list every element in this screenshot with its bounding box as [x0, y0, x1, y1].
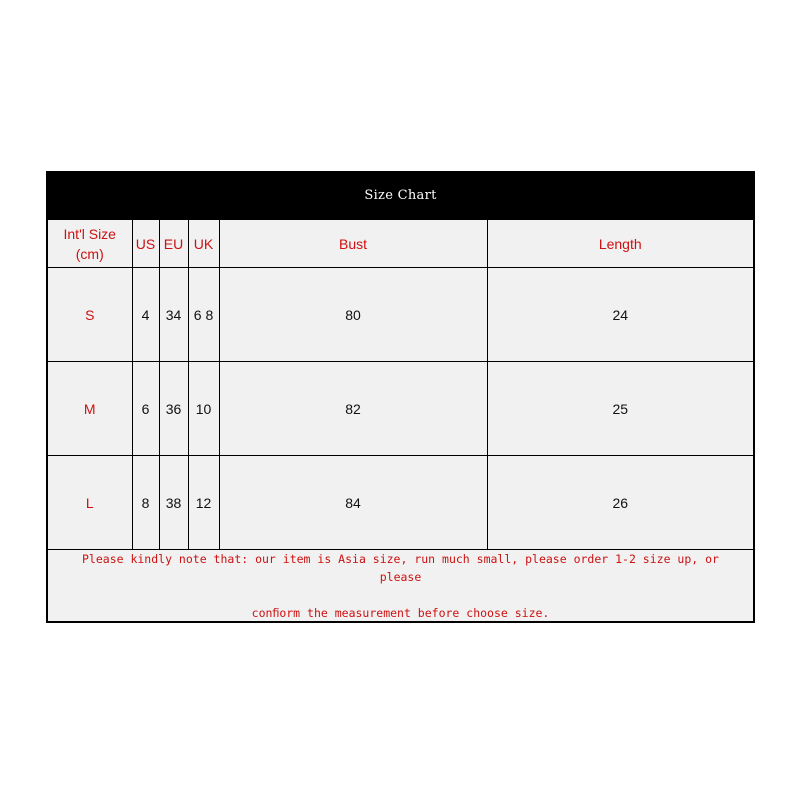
- header-intl-size: [48, 220, 132, 268]
- us-cell: 4: [132, 268, 159, 362]
- size-note: [48, 550, 753, 623]
- bust-cell: 84: [219, 456, 487, 550]
- header-eu: EU: [159, 220, 188, 268]
- size-cell: M: [48, 362, 132, 456]
- header-us: US: [132, 220, 159, 268]
- table-header-row: [48, 220, 753, 268]
- size-table: [48, 220, 753, 550]
- bust-cell: 80: [219, 268, 487, 362]
- size-note-line1: Please kindly note that: our item is Asia size, run much small, please order 1-2 size up, or please: [82, 551, 719, 584]
- size-chart-title: Size Chart: [48, 171, 753, 220]
- us-cell: 8: [132, 456, 159, 550]
- uk-cell: 12: [188, 456, 219, 550]
- us-cell: 6: [132, 362, 159, 456]
- header-uk: UK: [188, 220, 219, 268]
- size-cell: S: [48, 268, 132, 362]
- length-cell: 26: [487, 456, 753, 550]
- eu-cell: 38: [159, 456, 188, 550]
- bust-cell: 82: [219, 362, 487, 456]
- length-cell: 24: [487, 268, 753, 362]
- header-bust: Bust: [219, 220, 487, 268]
- uk-cell: 6 8: [188, 268, 219, 362]
- size-chart: [46, 171, 755, 623]
- header-intl-size-line2: (cm): [75, 245, 104, 262]
- size-cell: L: [48, 456, 132, 550]
- size-note-line2: conﬁorm the measurement before choose size.: [251, 605, 550, 620]
- header-intl-size-line1: Int'l Size: [63, 225, 116, 242]
- table-row: [48, 268, 753, 362]
- uk-cell: 10: [188, 362, 219, 456]
- eu-cell: 36: [159, 362, 188, 456]
- header-length: Length: [487, 220, 753, 268]
- eu-cell: 34: [159, 268, 188, 362]
- length-cell: 25: [487, 362, 753, 456]
- table-row: [48, 362, 753, 456]
